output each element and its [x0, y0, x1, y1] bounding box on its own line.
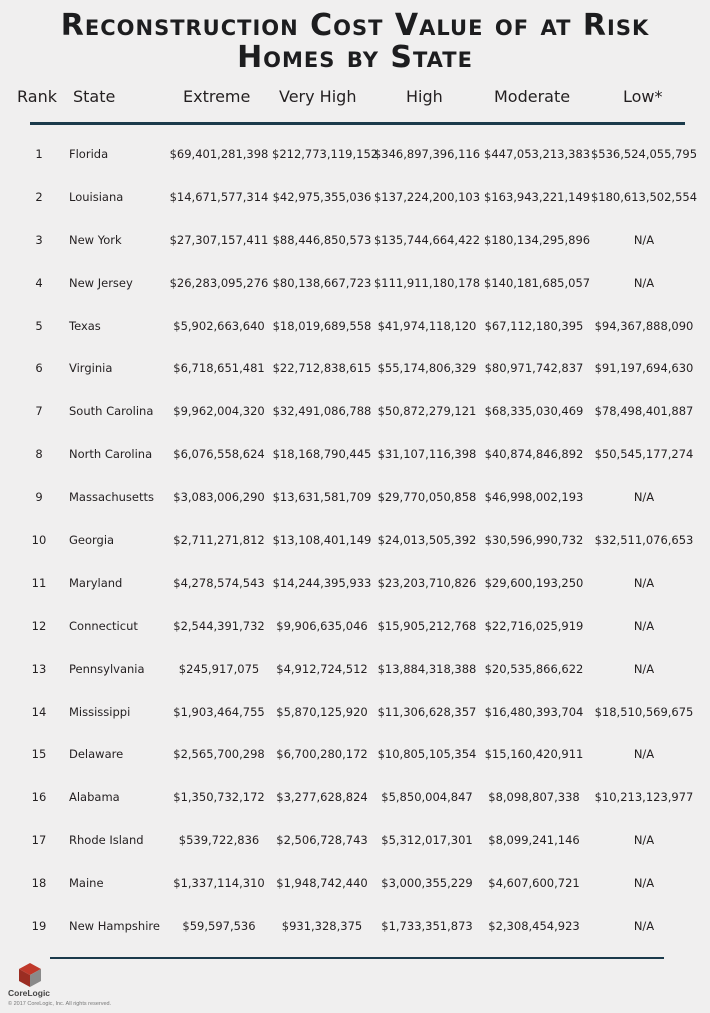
- cell-moderate: $16,480,393,704: [484, 704, 584, 719]
- header-extreme: Extreme: [183, 87, 251, 106]
- cell-state: Connecticut: [69, 618, 138, 633]
- cell-high: $111,911,180,178: [373, 275, 481, 290]
- cell-moderate: $80,971,742,837: [484, 361, 584, 376]
- cell-rank: 6: [35, 361, 43, 376]
- header-state: State: [73, 87, 116, 106]
- table-row: [0, 819, 710, 862]
- table-row: [0, 648, 710, 691]
- cell-state: Pennsylvania: [69, 661, 145, 676]
- cell-low: N/A: [633, 661, 655, 676]
- cell-moderate: $180,134,295,896: [484, 232, 591, 247]
- header-high: High: [406, 87, 443, 106]
- cell-low: N/A: [633, 575, 655, 590]
- cell-high: $15,905,212,768: [377, 618, 477, 633]
- cell-high: $1,733,351,873: [381, 919, 473, 934]
- footer-divider: [50, 957, 664, 959]
- cell-very-high: $212,773,119,152: [272, 147, 379, 161]
- cell-high: $24,013,505,392: [377, 533, 477, 548]
- cell-extreme: $1,350,732,172: [173, 790, 265, 805]
- cell-moderate: $29,600,193,250: [484, 575, 584, 590]
- cell-moderate: $15,160,420,911: [484, 747, 584, 762]
- cell-low: N/A: [633, 833, 655, 848]
- cell-very-high: $6,700,280,172: [276, 747, 368, 762]
- cell-very-high: $42,975,355,036: [272, 189, 372, 204]
- cell-high: $11,306,628,357: [377, 704, 477, 719]
- cell-extreme: $2,711,271,812: [173, 533, 265, 548]
- cell-low: $10,213,123,977: [594, 790, 694, 805]
- cell-state: Alabama: [69, 790, 120, 805]
- cell-moderate: $4,607,600,721: [488, 876, 580, 891]
- table-row: [0, 390, 710, 433]
- page-title: [0, 10, 710, 74]
- cell-state: Delaware: [69, 747, 124, 762]
- table-body: [0, 133, 710, 948]
- table-row: [0, 605, 710, 648]
- cell-state: Virginia: [69, 361, 113, 376]
- cell-low: $50,545,177,274: [594, 447, 694, 462]
- cell-high: $41,974,118,120: [377, 318, 477, 333]
- table-row: [0, 733, 710, 776]
- cell-state: Louisiana: [69, 189, 124, 204]
- title-line-2: Homes by State: [237, 40, 473, 75]
- cell-low: $180,613,502,554: [590, 189, 698, 204]
- cell-extreme: $6,076,558,624: [173, 447, 265, 462]
- cell-rank: 2: [35, 189, 43, 204]
- table-row: [0, 347, 710, 390]
- cell-low: $78,498,401,887: [594, 404, 694, 419]
- cell-extreme: $14,671,577,314: [169, 189, 269, 204]
- cell-high: $346,897,396,116: [373, 147, 481, 161]
- cell-low: N/A: [633, 618, 655, 633]
- header-rank: Rank: [17, 87, 57, 106]
- table-row: [0, 905, 710, 948]
- cell-very-high: $18,019,689,558: [272, 318, 372, 333]
- cell-extreme: $69,401,281,398: [169, 147, 269, 161]
- cell-very-high: $80,138,667,723: [272, 275, 372, 290]
- cell-extreme: $1,337,114,310: [173, 876, 265, 891]
- brand-name: CoreLogic: [8, 988, 51, 998]
- cell-state: South Carolina: [69, 404, 154, 419]
- cell-rank: 11: [31, 575, 47, 590]
- header-very-high: Very High: [279, 87, 357, 106]
- title-line-1: Reconstruction Cost Value of at Risk: [60, 8, 650, 43]
- cell-extreme: $2,565,700,298: [173, 747, 265, 762]
- table-row: [0, 262, 710, 305]
- table-header: [0, 87, 710, 111]
- cell-moderate: $163,943,221,149: [484, 189, 591, 204]
- cell-low: N/A: [633, 747, 655, 762]
- cell-extreme: $4,278,574,543: [173, 575, 265, 590]
- header-divider: [30, 122, 685, 125]
- cell-moderate: $20,535,866,622: [484, 661, 584, 676]
- cell-state: New Jersey: [69, 275, 133, 290]
- table-row: [0, 519, 710, 562]
- cell-low: N/A: [633, 876, 655, 891]
- cell-state: Rhode Island: [69, 833, 144, 848]
- cell-moderate: $447,053,213,383: [484, 147, 591, 161]
- copyright-notice: © 2017 CoreLogic, Inc. All rights reserved.: [8, 1001, 112, 1007]
- cell-rank: 5: [35, 318, 43, 333]
- cell-high: $23,203,710,826: [377, 575, 477, 590]
- table-row: [0, 476, 710, 519]
- cell-rank: 12: [31, 618, 47, 633]
- cell-low: $536,524,055,795: [590, 147, 698, 161]
- cell-extreme: $1,903,464,755: [173, 704, 265, 719]
- cell-very-high: $1,948,742,440: [276, 876, 368, 891]
- cell-rank: 15: [31, 747, 47, 762]
- cell-rank: 3: [35, 232, 43, 247]
- cell-moderate: $68,335,030,469: [484, 404, 584, 419]
- cell-moderate: $2,308,454,923: [488, 919, 580, 934]
- cell-extreme: $539,722,836: [178, 833, 260, 848]
- cell-high: $50,872,279,121: [377, 404, 477, 419]
- cell-low: $91,197,694,630: [594, 361, 694, 376]
- cell-low: N/A: [633, 275, 655, 290]
- cell-rank: 1: [35, 147, 43, 161]
- cell-moderate: $67,112,180,395: [484, 318, 584, 333]
- table-row: [0, 305, 710, 348]
- cell-rank: 7: [35, 404, 43, 419]
- table-row: [0, 862, 710, 905]
- cell-extreme: $9,962,004,320: [173, 404, 265, 419]
- cell-very-high: $18,168,790,445: [272, 447, 372, 462]
- cell-high: $3,000,355,229: [381, 876, 473, 891]
- cell-moderate: $140,181,685,057: [484, 275, 591, 290]
- table-row: [0, 776, 710, 819]
- cell-rank: 4: [35, 275, 43, 290]
- cell-very-high: $931,328,375: [281, 919, 363, 934]
- table-row: [0, 176, 710, 219]
- cell-rank: 18: [31, 876, 47, 891]
- cell-high: $5,312,017,301: [381, 833, 473, 848]
- cell-high: $5,850,004,847: [381, 790, 473, 805]
- cell-moderate: $8,099,241,146: [488, 833, 580, 848]
- cell-rank: 19: [31, 919, 47, 934]
- cell-state: North Carolina: [69, 447, 153, 462]
- cell-extreme: $2,544,391,732: [173, 618, 265, 633]
- header-low: Low*: [623, 87, 663, 106]
- cell-high: $137,224,200,103: [373, 189, 481, 204]
- cell-very-high: $13,631,581,709: [272, 490, 372, 505]
- table-row: [0, 691, 710, 734]
- table-row: [0, 433, 710, 476]
- cell-low: N/A: [633, 919, 655, 934]
- cell-extreme: $245,917,075: [178, 661, 260, 676]
- cell-rank: 16: [31, 790, 47, 805]
- cell-rank: 9: [35, 490, 43, 505]
- cell-state: Florida: [69, 147, 109, 161]
- cell-extreme: $6,718,651,481: [173, 361, 265, 376]
- cell-rank: 10: [31, 533, 47, 548]
- cell-rank: 8: [35, 447, 43, 462]
- table-row: [0, 219, 710, 262]
- cell-extreme: $26,283,095,276: [169, 275, 269, 290]
- cell-state: Texas: [69, 318, 101, 333]
- cell-low: $32,511,076,653: [594, 533, 694, 548]
- cell-moderate: $22,716,025,919: [484, 618, 584, 633]
- cell-extreme: $59,597,536: [182, 919, 256, 934]
- header-moderate: Moderate: [494, 87, 571, 106]
- cell-very-high: $22,712,838,615: [272, 361, 372, 376]
- cell-very-high: $3,277,628,824: [276, 790, 368, 805]
- cell-high: $13,884,318,388: [377, 661, 477, 676]
- cell-very-high: $32,491,086,788: [272, 404, 372, 419]
- cell-moderate: $46,998,002,193: [484, 490, 584, 505]
- cell-rank: 14: [31, 704, 47, 719]
- cell-state: New Hampshire: [69, 919, 160, 934]
- cell-state: Georgia: [69, 533, 115, 548]
- cell-low: $18,510,569,675: [594, 704, 694, 719]
- cell-high: $10,805,105,354: [377, 747, 477, 762]
- cell-very-high: $13,108,401,149: [272, 533, 372, 548]
- cell-very-high: $9,906,635,046: [276, 618, 368, 633]
- cell-low: N/A: [633, 490, 655, 505]
- table-row: [0, 562, 710, 605]
- cell-state: Mississippi: [69, 704, 131, 719]
- cell-low: $94,367,888,090: [594, 318, 694, 333]
- cell-very-high: $88,446,850,573: [272, 232, 372, 247]
- cell-very-high: $5,870,125,920: [276, 704, 368, 719]
- cell-state: New York: [69, 232, 122, 247]
- cell-moderate: $40,874,846,892: [484, 447, 584, 462]
- cell-state: Massachusetts: [69, 490, 154, 505]
- cell-moderate: $8,098,807,338: [488, 790, 580, 805]
- cell-extreme: $27,307,157,411: [169, 232, 269, 247]
- cell-rank: 13: [31, 661, 47, 676]
- cell-very-high: $14,244,395,933: [272, 575, 372, 590]
- cell-extreme: $3,083,006,290: [173, 490, 265, 505]
- table-row: [0, 133, 710, 176]
- cell-high: $29,770,050,858: [377, 490, 477, 505]
- cell-high: $55,174,806,329: [377, 361, 477, 376]
- cell-state: Maryland: [69, 575, 123, 590]
- corelogic-logo-icon: [18, 962, 42, 988]
- cell-extreme: $5,902,663,640: [173, 318, 265, 333]
- cell-very-high: $2,506,728,743: [276, 833, 368, 848]
- cell-very-high: $4,912,724,512: [276, 661, 368, 676]
- cell-high: $31,107,116,398: [377, 447, 477, 462]
- cell-state: Maine: [69, 876, 104, 891]
- cell-low: N/A: [633, 232, 655, 247]
- cell-rank: 17: [31, 833, 47, 848]
- cell-high: $135,744,664,422: [373, 232, 481, 247]
- cell-moderate: $30,596,990,732: [484, 533, 584, 548]
